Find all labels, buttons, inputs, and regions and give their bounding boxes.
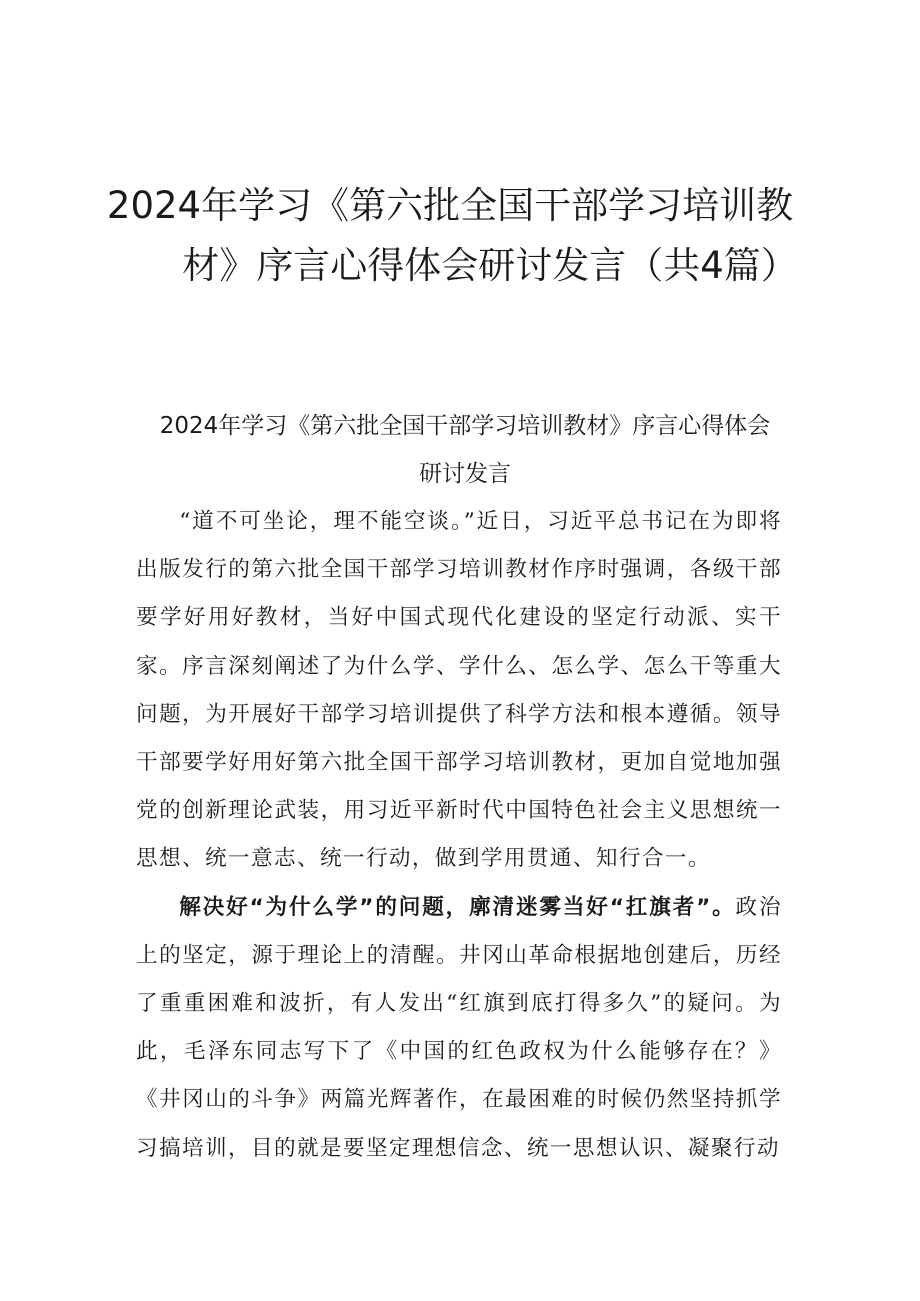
paragraph-intro xyxy=(136,498,782,884)
paragraph-why-learn xyxy=(136,884,782,1173)
main-title-line-1: 2024年学习《第六批全国干部学习培训教 xyxy=(106,184,794,227)
document-body xyxy=(136,498,782,1173)
paragraph-text: “道不可坐论，理不能空谈。”近日，习近平总书记在为即将出版发行的第六批全国干部学习培训教材作序时强调，各级干部要学好用好教材，当好中国式现代化建设的坚定行动派、实干家。序言深刻阐述了为什么学、学什么、怎么学、怎么干等重大问题，为开展好干部学习培训提供了科学方法和根本遵循。领导干部要学好用好第六批全国干部学习培训教材，更加自觉地加强党的创新理论武装，用习近平新时代中国特色社会主义思想统一思想、统一意志、统一行动，做到学用贯通、知行合一。 xyxy=(136,509,782,872)
main-title-line-2: 材》序言心得体会研讨发言（共4篇） xyxy=(182,244,798,287)
paragraph-text: 政治上的坚定，源于理论上的清醒。井冈山革命根据地创建后，历经了重重困难和波折，有人发出“红旗到底打得多久”的疑问。为此，毛泽东同志写下了《中国的红色政权为什么能够存在？》《井冈山的斗争》两篇光辉著作，在最困难的时候仍然坚持抓学习搞培训，目的就是要坚定理想信念、统一思想认识、凝聚行动 xyxy=(136,894,782,1161)
paragraph-heading: 解决好“为什么学”的问题，廓清迷雾当好“扛旗者”。 xyxy=(179,894,736,920)
section-title-line-2: 研讨发言 xyxy=(419,461,511,487)
section-title-line-1: 2024年学习《第六批全国干部学习培训教材》序言心得体会 xyxy=(159,413,771,439)
section-title xyxy=(130,402,800,498)
document-main-title xyxy=(100,176,820,296)
